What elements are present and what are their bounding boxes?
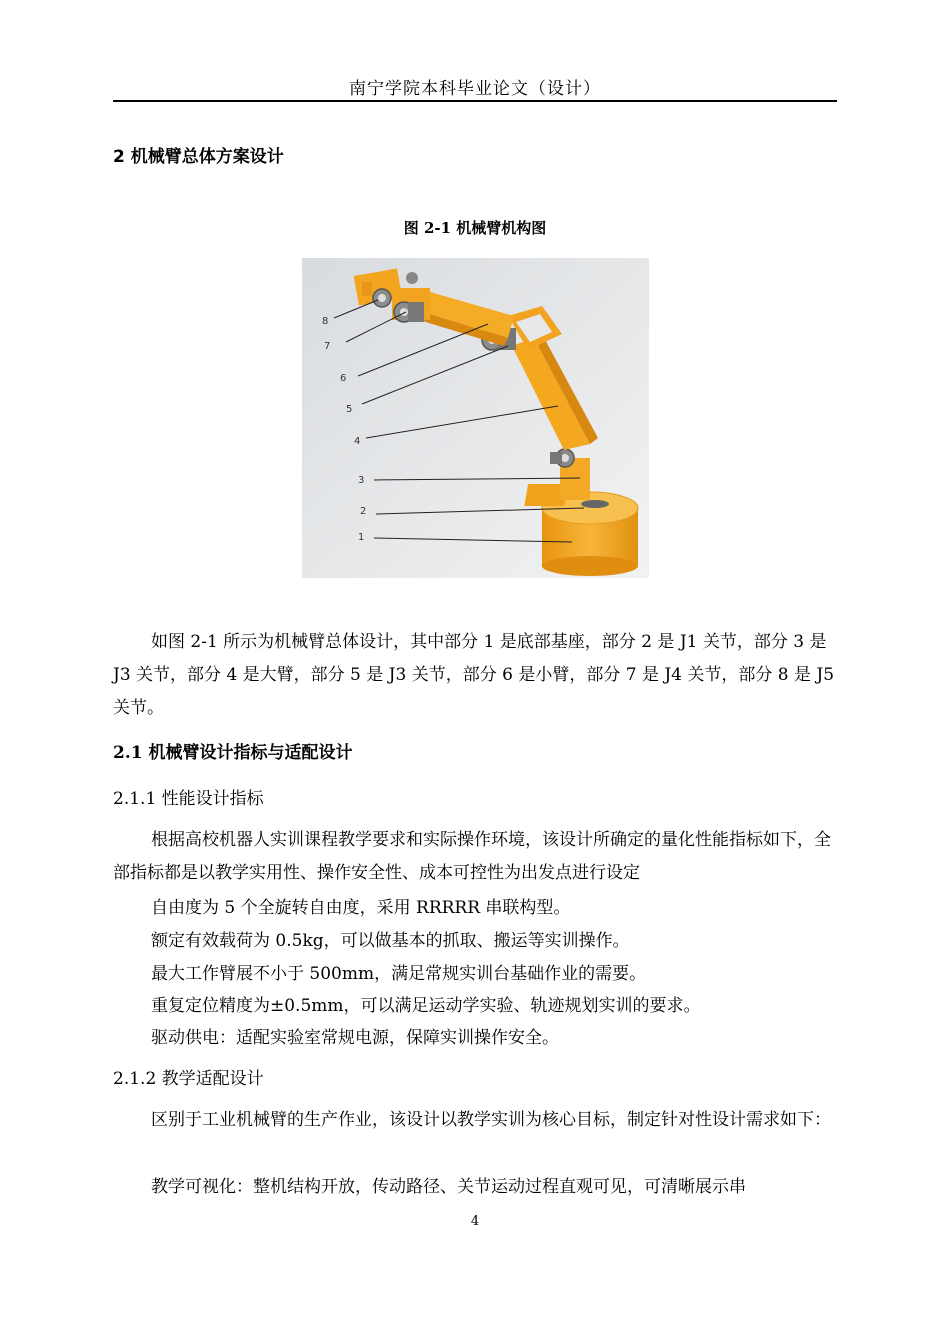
intro-paragraph: 如图 2-1 所示为机械臂总体设计，其中部分 1 是底部基座，部分 2 是 J1 关节，部分 3 是 J3 关节，部分 4 是大臂，部分 5 是 J3 关节，部分 6 是小臂，部分 7 是 J4 关节，部分 8 是 J5 关节。 <box>113 632 835 718</box>
part-label-1: 1 <box>358 532 365 543</box>
part-label-3: 3 <box>358 475 365 486</box>
figure-caption: 图 2-1 机械臂机构图 <box>403 219 547 237</box>
teaching-visualization-line: 教学可视化：整机结构开放，传动路径、关节运动过程直观可见，可清晰展示串 <box>151 1177 746 1197</box>
spec-item-reach: 最大工作臂展不小于 500mm，满足常规实训台基础作业的需要。 <box>151 964 647 984</box>
part-label-7: 7 <box>324 341 331 352</box>
spec-item-precision: 重复定位精度为±0.5mm，可以满足运动学实验、轨迹规划实训的要求。 <box>151 996 701 1016</box>
teaching-paragraph: 区别于工业机械臂的生产作业，该设计以教学实训为核心目标，制定针对性设计需求如下： <box>151 1110 831 1130</box>
part-label-4: 4 <box>354 436 361 447</box>
section-2-1-heading: 2.1 机械臂设计指标与适配设计 <box>113 743 353 763</box>
part-label-8: 8 <box>322 316 329 327</box>
spec-item-payload: 额定有效载荷为 0.5kg，可以做基本的抓取、搬运等实训操作。 <box>151 931 630 951</box>
header-rule <box>113 100 837 102</box>
page-number: 4 <box>470 1214 480 1229</box>
part-label-2: 2 <box>360 506 367 517</box>
section-heading: 2 机械臂总体方案设计 <box>113 147 284 167</box>
performance-paragraph: 根据高校机器人实训课程教学要求和实际操作环境，该设计所确定的量化性能指标如下，全部指标都是以教学实用性、操作安全性、成本可控性为出发点进行设定 <box>113 830 831 883</box>
section-2-1-1-heading: 2.1.1 性能设计指标 <box>113 789 264 809</box>
section-2-1-2-heading: 2.1.2 教学适配设计 <box>113 1069 264 1089</box>
part-label-6: 6 <box>340 373 347 384</box>
robot-arm-figure <box>302 258 649 578</box>
spec-item-power: 驱动供电：适配实验室常规电源，保障实训操作安全。 <box>151 1028 559 1048</box>
spec-item-dof: 自由度为 5 个全旋转自由度，采用 RRRRR 串联构型。 <box>151 898 571 918</box>
part-label-5: 5 <box>346 404 353 415</box>
page-header: 南宁学院本科毕业论文（设计） <box>349 79 601 99</box>
